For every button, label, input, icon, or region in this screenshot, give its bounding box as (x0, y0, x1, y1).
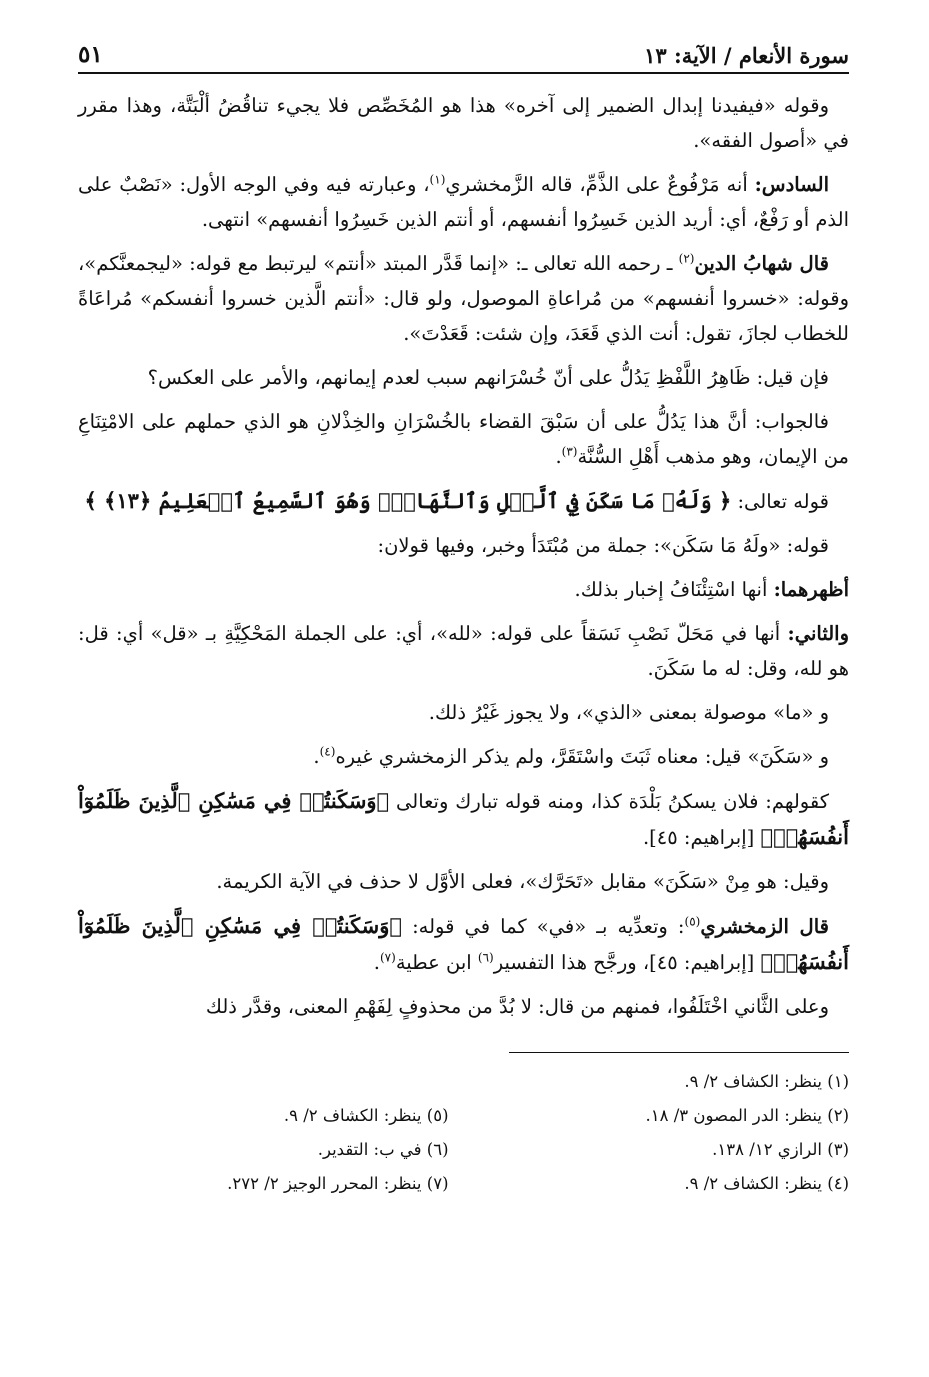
main-text (78, 88, 849, 1024)
page-number: ٥١ (78, 41, 103, 68)
paragraph: و «سَكَنَ» قيل: معناه ثَبَتَ واسْتَقَرَّ، ولم يذكر الزمخشري غيره$^{(٤)}$. (313, 744, 829, 768)
footnote-ref: (٤) (319, 744, 336, 759)
footnote-ref: (١) (429, 172, 446, 187)
paragraph-lead: قال شهابُ الدين (694, 252, 829, 275)
paragraph: قال الزمخشري$^{(٥)}$: وتعدِّيه بـ «في» كما في قوله: ﴿وَسَكَنتُمۡ فِي مَسَٰكِنِ ٱلَّذِينَ ظَلَمُوٓاْ أَنفُسَهُمۡ﴾ [إبراهيم: ٤٥]، ورجَّح هذا التفسير$^{(٦)}$ ابن عطية$^{(٧)}$. (78, 913, 849, 974)
paragraph-lead: أظهرهما: (773, 578, 849, 601)
paragraph: قوله: «ولَهُ مَا سَكَن»: جملة من مُبْتَدَأ وخبر، وفيها قولان: (377, 534, 829, 557)
footnote-separator (509, 1052, 849, 1053)
quran-verse: ﴿وَسَكَنتُمۡ فِي مَسَٰكِنِ ٱلَّذِينَ ظَلَمُوٓاْ أَنفُسَهُمۡ﴾ (78, 913, 849, 974)
footnotes (78, 1067, 849, 1199)
footnote-ref: (٢) (678, 251, 695, 266)
footnote-ref: (٦) (477, 950, 494, 965)
paragraph: السادس: أنه مَرْفُوعٌ على الذَّمِّ، قاله الزَّمخشري$^{(١)}$، وعبارته فيه وفي الوجه الأول: «نَصْبٌ على الذم أو رَفْعٌ، أي: أريد الذين خَسِرُوا أنفسهم، أو أنتم الذين خَسِرُوا أنفسهم» انتهى. (78, 172, 849, 231)
paragraph-lead: والثاني: (787, 622, 849, 645)
footnote: (١) ينظر: الكشاف ٢/ ٩. (684, 1072, 849, 1091)
paragraph: فإن قيل: ظَاهِرُ اللَّفْظِ يَدُلُّ على أنّ خُسْرَانهم سبب لعدم إيمانهم، والأمر على العكس؟ (147, 366, 829, 389)
footnote: (٧) ينظر: المحرر الوجيز ٢/ ٢٧٢. (227, 1174, 449, 1193)
footnote: (٥) ينظر: الكشاف ٢/ ٩. (283, 1106, 449, 1125)
running-header (78, 28, 849, 68)
paragraph-lead: السادس: (754, 173, 829, 196)
footnote: (٣) الرازي ١٢/ ١٣٨. (712, 1140, 849, 1159)
paragraph-lead: قال الزمخشري (700, 915, 829, 938)
footnote-ref: (٣) (561, 444, 578, 459)
surah-title: سورة الأنعام / الآية: ١٣ (644, 43, 849, 68)
paragraph: فالجواب: أنَّ هذا يَدُلُّ على أن سَبْقَ القضاء بالخُسْرَانِ والخِذْلانِ هو الذي حملهم على الامْتِنَاعِ من الإيمان، وهو مذهب أَهْلِ السُّنَّة$^{(٣)}$. (78, 410, 849, 468)
header-rule (78, 72, 849, 74)
footnote-ref: (٧) (379, 950, 396, 965)
paragraph: أظهرهما: أنها اسْتِئْنَافُ إخبار بذلك. (574, 578, 849, 601)
paragraph: وقيل: هو مِنْ «سَكَنَ» مقابل «تَحَرَّك»، فعلى الأوَّل لا حذف في الآية الكريمة. (216, 870, 829, 893)
paragraph: وعلى الثَّاني اخْتَلَفُوا، فمنهم من قال: لا بُدَّ من محذوفٍ لِفَهْمِ المعنى، وقدَّر ذلك (205, 995, 829, 1018)
quran-verse: ﴿ وَلَهُۥ مَا سَكَنَ فِي ٱلَّيۡلِ وَٱلنَّهَارِۚ وَهُوَ ٱلسَّمِيعُ ٱلۡعَلِيمُ ﴿١٣﴾ ﴾ (84, 488, 732, 513)
quran-verse: ﴿وَسَكَنتُمۡ فِي مَسَٰكِنِ ٱلَّذِينَ ظَلَمُوٓاْ أَنفُسَهُمۡ﴾ (78, 788, 849, 849)
paragraph: و «ما» موصولة بمعنى «الذي»، ولا يجوز غَيْرُ ذلك. (428, 701, 829, 724)
footnote: (٢) ينظر: الدر المصون ٣/ ١٨. (645, 1106, 849, 1125)
footnote: (٦) في ب: التقدير. (317, 1140, 449, 1159)
paragraph: قال شهابُ الدين$^{(٢)}$ ـ رحمه الله تعالى ـ: «إنما قَدَّر المبتد «أنتم» ليرتبط مع قوله: «ليجمعنَّكم»، وقوله: «خسروا أنفسهم» من مُراعاةِ الموصول، ولو قال: «أنتم الَّذين خسروا أنفسكم» مُراعَاةً للخطاب لجازَ، تقول: أنت الذي قَعَدَ، وإن شئت: قَعَدْتَ». (78, 251, 849, 345)
verse-paragraph: قوله تعالى: ﴿ وَلَهُۥ مَا سَكَنَ فِي ٱلَّيۡلِ وَٱلنَّهَارِۚ وَهُوَ ٱلسَّمِيعُ ٱلۡعَلِيمُ ﴿١٣﴾ ﴾ (84, 488, 829, 513)
footnote: (٤) ينظر: الكشاف ٢/ ٩. (684, 1174, 849, 1193)
paragraph: كقولهم: فلان يسكنُ بَلْدَة كذا، ومنه قوله تبارك وتعالى ﴿وَسَكَنتُمۡ فِي مَسَٰكِنِ ٱلَّذِينَ ظَلَمُوٓاْ أَنفُسَهُمۡ﴾ [إبراهيم: ٤٥]. (78, 788, 849, 849)
footnote-ref: (٥) (684, 914, 701, 929)
paragraph: والثاني: أنها في مَحَلّ نَصْبِ نَسَقاً على قوله: «لله»، أي: على الجملة المَحْكِيَّةِ بـ «قل» أي: قل: هو لله، وقل: له ما سَكَنَ. (78, 622, 849, 680)
paragraph: وقوله «فيفيدنا إبدال الضمير إلى آخره» هذا هو المُخَصِّص فلا يجيء تناقُضُ ألْبَتَّة، وهذا مقرر في «أصول الفقه». (78, 94, 849, 152)
